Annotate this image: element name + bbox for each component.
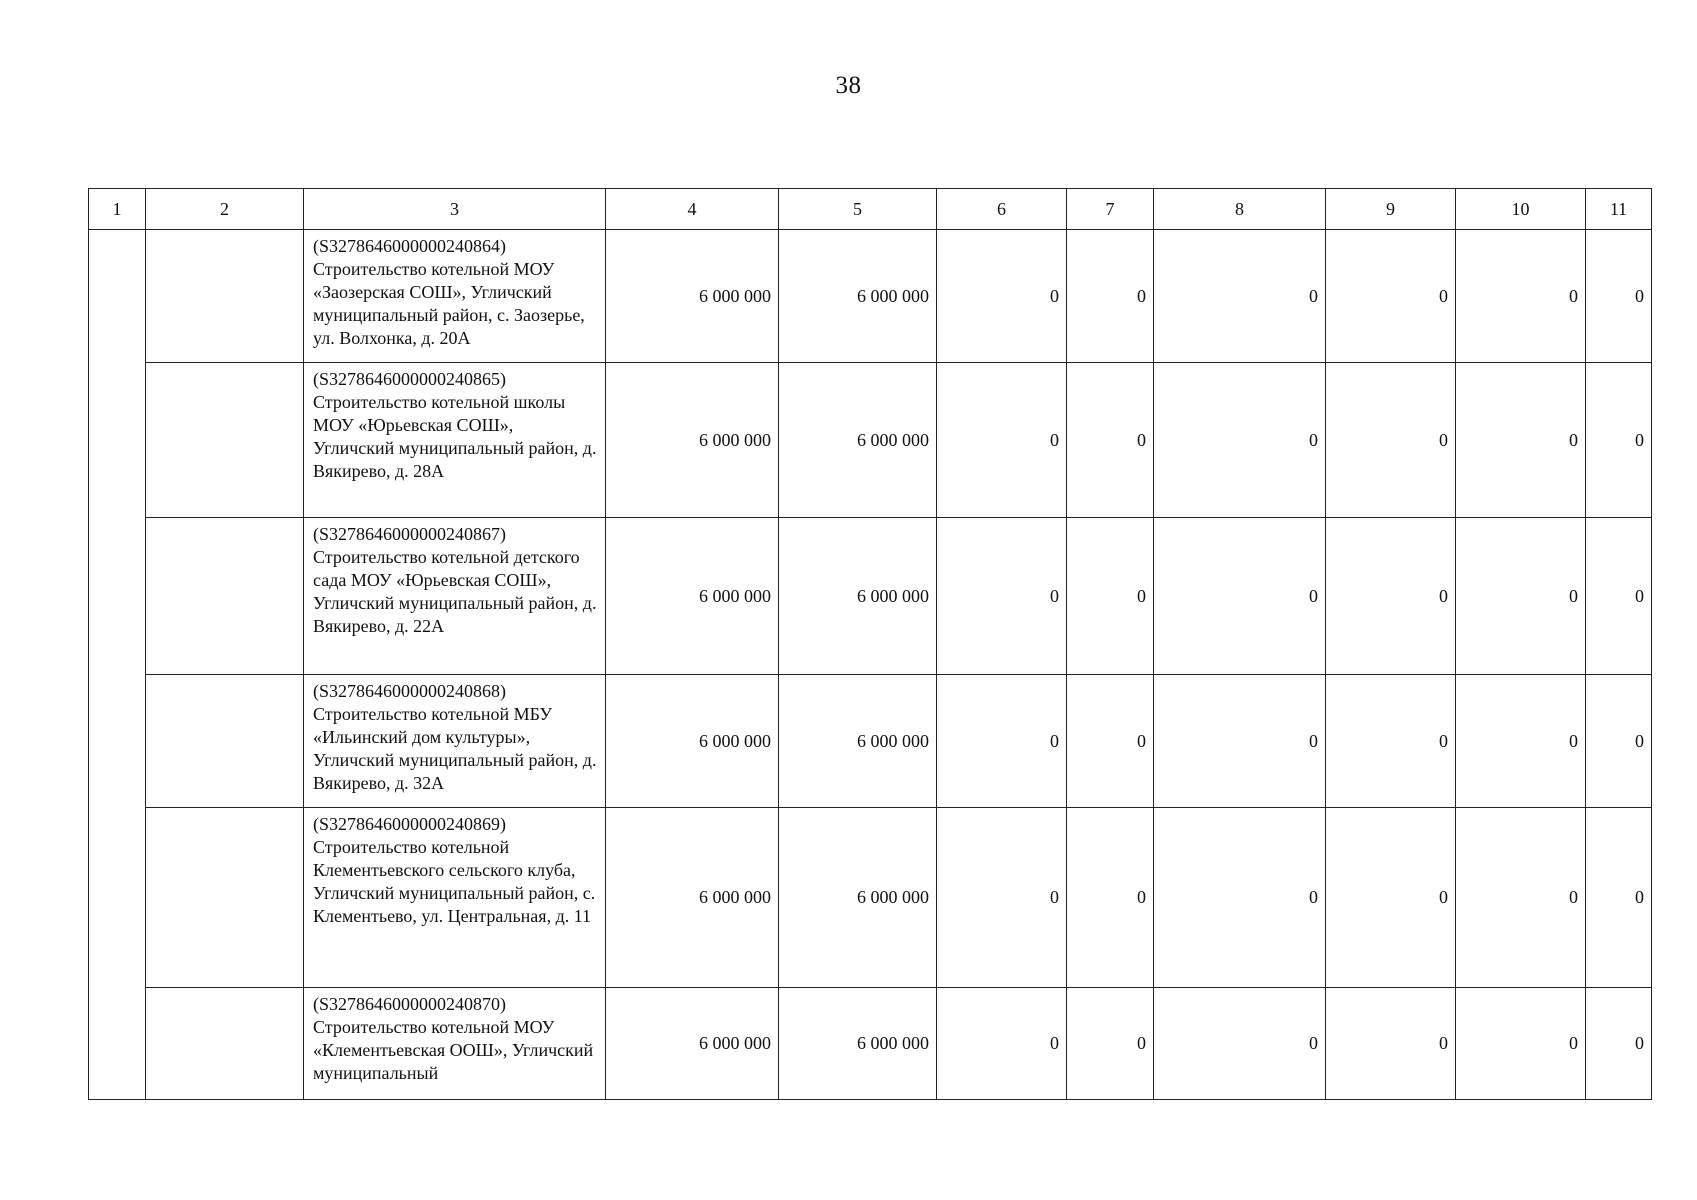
value-cell: 0 — [1154, 808, 1326, 988]
header-row — [89, 189, 1652, 230]
column-header: 2 — [146, 189, 304, 230]
column-1-merged-cell — [89, 230, 146, 1100]
object-description-cell — [304, 230, 606, 363]
value-cell: 0 — [1456, 988, 1586, 1100]
value-cell: 0 — [1586, 808, 1652, 988]
value-cell: 0 — [1326, 363, 1456, 518]
column-header: 10 — [1456, 189, 1586, 230]
object-code: (S3278646000000240868) — [313, 681, 506, 701]
column-header: 3 — [304, 189, 606, 230]
budget-table — [88, 188, 1652, 1100]
value-cell: 0 — [1586, 988, 1652, 1100]
value-cell: 6 000 000 — [606, 808, 779, 988]
value-cell: 0 — [1586, 230, 1652, 363]
object-description-cell — [304, 363, 606, 518]
column-header: 4 — [606, 189, 779, 230]
value-cell: 0 — [1326, 518, 1456, 675]
value-cell: 0 — [937, 988, 1067, 1100]
value-cell: 6 000 000 — [779, 808, 937, 988]
column-2-cell — [146, 518, 304, 675]
object-code: (S3278646000000240870) — [313, 994, 506, 1014]
value-cell: 0 — [1456, 518, 1586, 675]
value-cell: 6 000 000 — [606, 988, 779, 1100]
object-description: Строительство котельной Клементьевского сельского клуба, Угличский муниципальный район, с. Клементьево, ул. Центральная, д. 11 — [313, 837, 596, 926]
value-cell: 0 — [1154, 675, 1326, 808]
value-cell: 0 — [937, 363, 1067, 518]
value-cell: 0 — [1326, 808, 1456, 988]
value-cell: 0 — [1154, 988, 1326, 1100]
table-row — [89, 675, 1652, 808]
value-cell: 0 — [1067, 230, 1154, 363]
value-cell: 0 — [937, 518, 1067, 675]
object-code: (S3278646000000240865) — [313, 369, 506, 389]
page-number: 38 — [835, 72, 862, 99]
value-cell: 6 000 000 — [779, 518, 937, 675]
value-cell: 6 000 000 — [779, 230, 937, 363]
column-2-cell — [146, 808, 304, 988]
value-cell: 0 — [1067, 808, 1154, 988]
value-cell: 0 — [1456, 808, 1586, 988]
table-row — [89, 988, 1652, 1100]
object-code: (S3278646000000240864) — [313, 236, 506, 256]
column-header: 1 — [89, 189, 146, 230]
value-cell: 0 — [1586, 363, 1652, 518]
value-cell: 0 — [1067, 363, 1154, 518]
object-description-cell — [304, 808, 606, 988]
value-cell: 0 — [1154, 363, 1326, 518]
value-cell: 0 — [1067, 988, 1154, 1100]
column-2-cell — [146, 988, 304, 1100]
column-header: 6 — [937, 189, 1067, 230]
column-2-cell — [146, 675, 304, 808]
object-description: Строительство котельной МОУ «Заозерская СОШ», Угличский муниципальный район, с. Заозерье, ул. Волхонка, д. 20А — [313, 259, 585, 348]
table-row — [89, 518, 1652, 675]
object-description-cell — [304, 675, 606, 808]
value-cell: 6 000 000 — [606, 363, 779, 518]
value-cell: 0 — [1456, 230, 1586, 363]
value-cell: 0 — [1326, 675, 1456, 808]
table-row — [89, 808, 1652, 988]
value-cell: 0 — [937, 230, 1067, 363]
object-description: Строительство котельной детского сада МОУ «Юрьевская СОШ», Угличский муниципальный район, д. Вякирево, д. 22А — [313, 547, 597, 636]
column-header: 8 — [1154, 189, 1326, 230]
table-row — [89, 230, 1652, 363]
object-description-cell — [304, 518, 606, 675]
object-code: (S3278646000000240867) — [313, 524, 506, 544]
value-cell: 0 — [1067, 518, 1154, 675]
column-header: 9 — [1326, 189, 1456, 230]
value-cell: 0 — [937, 675, 1067, 808]
value-cell: 0 — [1154, 230, 1326, 363]
column-header: 5 — [779, 189, 937, 230]
value-cell: 6 000 000 — [779, 988, 937, 1100]
value-cell: 0 — [1456, 675, 1586, 808]
column-header: 11 — [1586, 189, 1652, 230]
table-row — [89, 363, 1652, 518]
value-cell: 6 000 000 — [606, 518, 779, 675]
object-description: Строительство котельной школы МОУ «Юрьевская СОШ», Угличский муниципальный район, д. Вякирево, д. 28А — [313, 392, 597, 481]
value-cell: 6 000 000 — [606, 675, 779, 808]
value-cell: 0 — [1586, 675, 1652, 808]
object-description-cell — [304, 988, 606, 1100]
column-header: 7 — [1067, 189, 1154, 230]
value-cell: 0 — [1067, 675, 1154, 808]
column-2-cell — [146, 363, 304, 518]
value-cell: 0 — [1326, 988, 1456, 1100]
value-cell: 0 — [937, 808, 1067, 988]
column-2-cell — [146, 230, 304, 363]
value-cell: 0 — [1154, 518, 1326, 675]
value-cell: 0 — [1586, 518, 1652, 675]
value-cell: 6 000 000 — [779, 363, 937, 518]
object-description: Строительство котельной МОУ «Клементьевская ООШ», Угличский муниципальный — [313, 1017, 594, 1083]
value-cell: 6 000 000 — [779, 675, 937, 808]
object-description: Строительство котельной МБУ «Ильинский дом культуры», Угличский муниципальный район, д. Вякирево, д. 32А — [313, 704, 597, 793]
value-cell: 0 — [1456, 363, 1586, 518]
value-cell: 0 — [1326, 230, 1456, 363]
object-code: (S3278646000000240869) — [313, 814, 506, 834]
value-cell: 6 000 000 — [606, 230, 779, 363]
